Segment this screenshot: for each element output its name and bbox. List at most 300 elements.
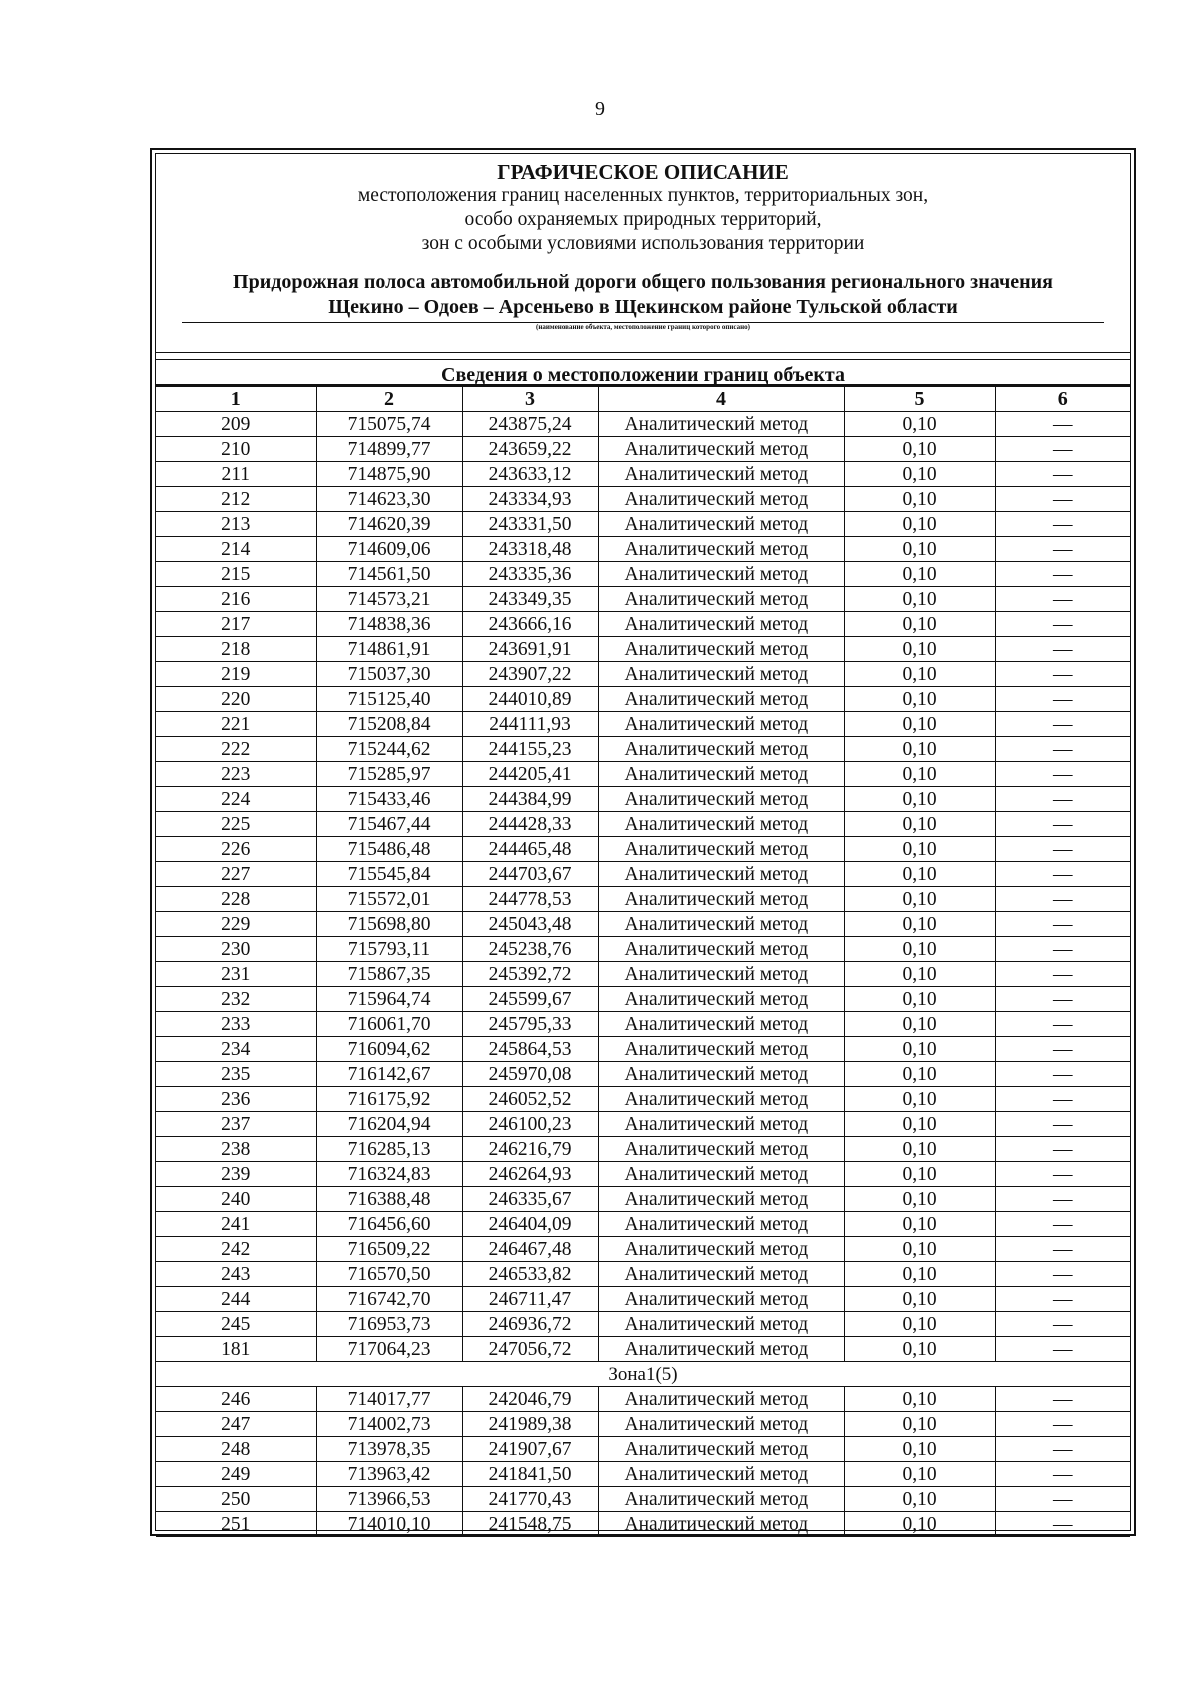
cell-y-coordinate: 245795,33	[462, 1012, 598, 1037]
cell-accuracy: 0,10	[844, 1387, 995, 1412]
subtitle-line: зон с особыми условиями использования территории	[421, 233, 865, 254]
cell-method: Аналитический метод	[598, 1287, 844, 1312]
table-row	[156, 1312, 1130, 1337]
cell-accuracy: 0,10	[844, 887, 995, 912]
table-row	[156, 862, 1130, 887]
cell-x-coordinate: 715433,46	[316, 787, 462, 812]
cell-x-coordinate: 715545,84	[316, 862, 462, 887]
cell-method: Аналитический метод	[598, 662, 844, 687]
header-block	[156, 154, 1130, 353]
object-name-caption: (наименование объекта, местоположение границ которого описано)	[536, 323, 750, 331]
table-row	[156, 587, 1130, 612]
cell-x-coordinate: 713978,35	[316, 1437, 462, 1462]
cell-method: Аналитический метод	[598, 1212, 844, 1237]
cell-method: Аналитический метод	[598, 1312, 844, 1337]
section-title: Сведения о местоположении границ объекта	[156, 359, 1130, 386]
cell-accuracy: 0,10	[844, 562, 995, 587]
cell-note: —	[995, 862, 1130, 887]
cell-point-number: 236	[156, 1087, 316, 1112]
cell-point-number: 242	[156, 1237, 316, 1262]
cell-point-number: 233	[156, 1012, 316, 1037]
column-header: 6	[995, 387, 1130, 412]
cell-accuracy: 0,10	[844, 512, 995, 537]
cell-accuracy: 0,10	[844, 662, 995, 687]
cell-note: —	[995, 812, 1130, 837]
cell-x-coordinate: 715698,80	[316, 912, 462, 937]
cell-x-coordinate: 714899,77	[316, 437, 462, 462]
cell-x-coordinate: 715285,97	[316, 762, 462, 787]
cell-method: Аналитический метод	[598, 1337, 844, 1362]
cell-y-coordinate: 243633,12	[462, 462, 598, 487]
table-row	[156, 1162, 1130, 1187]
column-header: 5	[844, 387, 995, 412]
cell-point-number: 215	[156, 562, 316, 587]
cell-y-coordinate: 245864,53	[462, 1037, 598, 1062]
cell-point-number: 230	[156, 937, 316, 962]
cell-method: Аналитический метод	[598, 1012, 844, 1037]
cell-y-coordinate: 243691,91	[462, 637, 598, 662]
cell-y-coordinate: 243349,35	[462, 587, 598, 612]
cell-method: Аналитический метод	[598, 962, 844, 987]
cell-note: —	[995, 1237, 1130, 1262]
cell-x-coordinate: 714609,06	[316, 537, 462, 562]
document-title: ГРАФИЧЕСКОЕ ОПИСАНИЕ	[497, 160, 789, 184]
cell-accuracy: 0,10	[844, 1037, 995, 1062]
cell-method: Аналитический метод	[598, 1162, 844, 1187]
cell-y-coordinate: 245599,67	[462, 987, 598, 1012]
cell-y-coordinate: 241907,67	[462, 1437, 598, 1462]
cell-note: —	[995, 637, 1130, 662]
cell-y-coordinate: 244155,23	[462, 737, 598, 762]
cell-x-coordinate: 716061,70	[316, 1012, 462, 1037]
cell-point-number: 217	[156, 612, 316, 637]
cell-y-coordinate: 241989,38	[462, 1412, 598, 1437]
cell-x-coordinate: 716953,73	[316, 1312, 462, 1337]
table-row	[156, 1137, 1130, 1162]
cell-x-coordinate: 716142,67	[316, 1062, 462, 1087]
cell-accuracy: 0,10	[844, 1462, 995, 1487]
object-name-line: Щекино – Одоев – Арсеньево в Щекинском районе Тульской области	[328, 296, 958, 318]
cell-accuracy: 0,10	[844, 1237, 995, 1262]
cell-method: Аналитический метод	[598, 937, 844, 962]
cell-accuracy: 0,10	[844, 987, 995, 1012]
cell-method: Аналитический метод	[598, 1387, 844, 1412]
cell-note: —	[995, 562, 1130, 587]
column-header: 3	[462, 387, 598, 412]
cell-accuracy: 0,10	[844, 1137, 995, 1162]
cell-x-coordinate: 716456,60	[316, 1212, 462, 1237]
table-row	[156, 737, 1130, 762]
table-row	[156, 437, 1130, 462]
cell-note: —	[995, 1412, 1130, 1437]
cell-note: —	[995, 1112, 1130, 1137]
cell-method: Аналитический метод	[598, 712, 844, 737]
object-name	[156, 270, 1130, 320]
cell-method: Аналитический метод	[598, 1462, 844, 1487]
cell-x-coordinate: 715964,74	[316, 987, 462, 1012]
cell-point-number: 246	[156, 1387, 316, 1412]
cell-y-coordinate: 244703,67	[462, 862, 598, 887]
cell-point-number: 244	[156, 1287, 316, 1312]
cell-note: —	[995, 1137, 1130, 1162]
table-row	[156, 1112, 1130, 1137]
cell-note: —	[995, 1487, 1130, 1512]
table-row	[156, 962, 1130, 987]
cell-method: Аналитический метод	[598, 812, 844, 837]
subtitle-line: местоположения границ населенных пунктов, территориальных зон,	[357, 185, 929, 206]
cell-y-coordinate: 245238,76	[462, 937, 598, 962]
cell-point-number: 232	[156, 987, 316, 1012]
table-row	[156, 787, 1130, 812]
table-row	[156, 1337, 1130, 1362]
cell-y-coordinate: 244778,53	[462, 887, 598, 912]
cell-x-coordinate: 713963,42	[316, 1462, 462, 1487]
cell-y-coordinate: 243659,22	[462, 437, 598, 462]
cell-note: —	[995, 587, 1130, 612]
cell-note: —	[995, 1012, 1130, 1037]
cell-method: Аналитический метод	[598, 1062, 844, 1087]
cell-accuracy: 0,10	[844, 712, 995, 737]
cell-point-number: 211	[156, 462, 316, 487]
cell-x-coordinate: 715867,35	[316, 962, 462, 987]
cell-note: —	[995, 1212, 1130, 1237]
table-header-row	[156, 387, 1130, 412]
cell-x-coordinate: 715793,11	[316, 937, 462, 962]
cell-note: —	[995, 1337, 1130, 1362]
cell-accuracy: 0,10	[844, 962, 995, 987]
cell-note: —	[995, 1062, 1130, 1087]
cell-note: —	[995, 1262, 1130, 1287]
cell-method: Аналитический метод	[598, 1412, 844, 1437]
cell-y-coordinate: 246264,93	[462, 1162, 598, 1187]
cell-point-number: 251	[156, 1512, 316, 1537]
cell-accuracy: 0,10	[844, 837, 995, 862]
cell-y-coordinate: 246936,72	[462, 1312, 598, 1337]
cell-point-number: 214	[156, 537, 316, 562]
cell-y-coordinate: 243331,50	[462, 512, 598, 537]
cell-accuracy: 0,10	[844, 537, 995, 562]
cell-point-number: 228	[156, 887, 316, 912]
table-row	[156, 637, 1130, 662]
column-header: 1	[156, 387, 316, 412]
table-row	[156, 687, 1130, 712]
cell-method: Аналитический метод	[598, 837, 844, 862]
cell-note: —	[995, 887, 1130, 912]
table-row	[156, 1187, 1130, 1212]
cell-point-number: 240	[156, 1187, 316, 1212]
cell-method: Аналитический метод	[598, 1112, 844, 1137]
cell-point-number: 219	[156, 662, 316, 687]
subtitle-line: особо охраняемых природных территорий,	[464, 209, 822, 230]
cell-x-coordinate: 716094,62	[316, 1037, 462, 1062]
cell-note: —	[995, 437, 1130, 462]
cell-x-coordinate: 716204,94	[316, 1112, 462, 1137]
cell-point-number: 239	[156, 1162, 316, 1187]
cell-accuracy: 0,10	[844, 1087, 995, 1112]
cell-point-number: 226	[156, 837, 316, 862]
cell-accuracy: 0,10	[844, 937, 995, 962]
cell-y-coordinate: 246100,23	[462, 1112, 598, 1137]
cell-y-coordinate: 244384,99	[462, 787, 598, 812]
cell-point-number: 220	[156, 687, 316, 712]
table-row	[156, 987, 1130, 1012]
cell-point-number: 210	[156, 437, 316, 462]
cell-accuracy: 0,10	[844, 1262, 995, 1287]
cell-method: Аналитический метод	[598, 987, 844, 1012]
cell-y-coordinate: 243666,16	[462, 612, 598, 637]
cell-note: —	[995, 412, 1130, 437]
coordinates-table	[156, 386, 1130, 1537]
column-header: 4	[598, 387, 844, 412]
cell-method: Аналитический метод	[598, 762, 844, 787]
table-row	[156, 1412, 1130, 1437]
cell-y-coordinate: 241841,50	[462, 1462, 598, 1487]
cell-note: —	[995, 662, 1130, 687]
cell-point-number: 209	[156, 412, 316, 437]
cell-y-coordinate: 244428,33	[462, 812, 598, 837]
table-row	[156, 462, 1130, 487]
cell-point-number: 224	[156, 787, 316, 812]
cell-method: Аналитический метод	[598, 737, 844, 762]
cell-x-coordinate: 714002,73	[316, 1412, 462, 1437]
cell-accuracy: 0,10	[844, 1487, 995, 1512]
cell-method: Аналитический метод	[598, 1262, 844, 1287]
cell-note: —	[995, 462, 1130, 487]
cell-accuracy: 0,10	[844, 687, 995, 712]
cell-accuracy: 0,10	[844, 737, 995, 762]
cell-y-coordinate: 244465,48	[462, 837, 598, 862]
document-inner-frame	[155, 153, 1131, 1535]
cell-x-coordinate: 715125,40	[316, 687, 462, 712]
cell-x-coordinate: 714861,91	[316, 637, 462, 662]
cell-x-coordinate: 714017,77	[316, 1387, 462, 1412]
cell-y-coordinate: 245970,08	[462, 1062, 598, 1087]
table-body	[156, 412, 1130, 1537]
cell-point-number: 241	[156, 1212, 316, 1237]
cell-note: —	[995, 512, 1130, 537]
table-row	[156, 712, 1130, 737]
table-row	[156, 537, 1130, 562]
cell-x-coordinate: 716324,83	[316, 1162, 462, 1187]
cell-point-number: 238	[156, 1137, 316, 1162]
cell-method: Аналитический метод	[598, 912, 844, 937]
cell-y-coordinate: 246052,52	[462, 1087, 598, 1112]
table-row	[156, 1237, 1130, 1262]
cell-accuracy: 0,10	[844, 787, 995, 812]
cell-point-number: 229	[156, 912, 316, 937]
cell-accuracy: 0,10	[844, 637, 995, 662]
cell-point-number: 225	[156, 812, 316, 837]
cell-accuracy: 0,10	[844, 912, 995, 937]
cell-point-number: 218	[156, 637, 316, 662]
table-row	[156, 562, 1130, 587]
table-row	[156, 1212, 1130, 1237]
cell-y-coordinate: 245043,48	[462, 912, 598, 937]
cell-method: Аналитический метод	[598, 1137, 844, 1162]
cell-method: Аналитический метод	[598, 637, 844, 662]
cell-method: Аналитический метод	[598, 1037, 844, 1062]
cell-accuracy: 0,10	[844, 487, 995, 512]
cell-x-coordinate: 716285,13	[316, 1137, 462, 1162]
cell-y-coordinate: 243318,48	[462, 537, 598, 562]
cell-method: Аналитический метод	[598, 1087, 844, 1112]
cell-note: —	[995, 787, 1130, 812]
cell-method: Аналитический метод	[598, 512, 844, 537]
cell-x-coordinate: 714838,36	[316, 612, 462, 637]
cell-method: Аналитический метод	[598, 1487, 844, 1512]
table-row	[156, 1487, 1130, 1512]
cell-x-coordinate: 715244,62	[316, 737, 462, 762]
cell-method: Аналитический метод	[598, 787, 844, 812]
cell-accuracy: 0,10	[844, 1212, 995, 1237]
cell-accuracy: 0,10	[844, 1062, 995, 1087]
table-row	[156, 912, 1130, 937]
cell-note: —	[995, 737, 1130, 762]
cell-x-coordinate: 715208,84	[316, 712, 462, 737]
cell-accuracy: 0,10	[844, 1287, 995, 1312]
cell-accuracy: 0,10	[844, 412, 995, 437]
cell-point-number: 235	[156, 1062, 316, 1087]
cell-x-coordinate: 714875,90	[316, 462, 462, 487]
cell-x-coordinate: 713966,53	[316, 1487, 462, 1512]
table-row	[156, 1437, 1130, 1462]
table-row	[156, 612, 1130, 637]
cell-point-number: 212	[156, 487, 316, 512]
cell-accuracy: 0,10	[844, 1312, 995, 1337]
table-row	[156, 762, 1130, 787]
cell-note: —	[995, 937, 1130, 962]
cell-x-coordinate: 716175,92	[316, 1087, 462, 1112]
cell-x-coordinate: 715037,30	[316, 662, 462, 687]
cell-y-coordinate: 243335,36	[462, 562, 598, 587]
cell-point-number: 250	[156, 1487, 316, 1512]
table-row	[156, 1262, 1130, 1287]
cell-x-coordinate: 714573,21	[316, 587, 462, 612]
cell-method: Аналитический метод	[598, 537, 844, 562]
cell-method: Аналитический метод	[598, 412, 844, 437]
cell-y-coordinate: 246533,82	[462, 1262, 598, 1287]
cell-accuracy: 0,10	[844, 762, 995, 787]
cell-y-coordinate: 243907,22	[462, 662, 598, 687]
cell-method: Аналитический метод	[598, 1237, 844, 1262]
cell-note: —	[995, 1387, 1130, 1412]
cell-point-number: 223	[156, 762, 316, 787]
cell-method: Аналитический метод	[598, 1512, 844, 1537]
cell-note: —	[995, 612, 1130, 637]
cell-x-coordinate: 716509,22	[316, 1237, 462, 1262]
cell-x-coordinate: 714623,30	[316, 487, 462, 512]
cell-x-coordinate: 715486,48	[316, 837, 462, 862]
table-row	[156, 1387, 1130, 1412]
cell-y-coordinate: 244010,89	[462, 687, 598, 712]
cell-point-number: 247	[156, 1412, 316, 1437]
cell-accuracy: 0,10	[844, 612, 995, 637]
object-name-line: Придорожная полоса автомобильной дороги общего пользования регионального значения	[233, 271, 1053, 293]
cell-y-coordinate: 246216,79	[462, 1137, 598, 1162]
zone-row	[156, 1362, 1130, 1387]
cell-accuracy: 0,10	[844, 437, 995, 462]
cell-x-coordinate: 714561,50	[316, 562, 462, 587]
cell-x-coordinate: 715572,01	[316, 887, 462, 912]
cell-accuracy: 0,10	[844, 1012, 995, 1037]
table-row	[156, 1287, 1130, 1312]
table-row	[156, 512, 1130, 537]
cell-point-number: 243	[156, 1262, 316, 1287]
cell-point-number: 248	[156, 1437, 316, 1462]
cell-point-number: 237	[156, 1112, 316, 1137]
cell-accuracy: 0,10	[844, 1337, 995, 1362]
cell-y-coordinate: 243334,93	[462, 487, 598, 512]
cell-note: —	[995, 912, 1130, 937]
cell-note: —	[995, 712, 1130, 737]
cell-y-coordinate: 241548,75	[462, 1512, 598, 1537]
cell-accuracy: 0,10	[844, 587, 995, 612]
cell-note: —	[995, 1287, 1130, 1312]
cell-x-coordinate: 715075,74	[316, 412, 462, 437]
cell-accuracy: 0,10	[844, 1162, 995, 1187]
table-row	[156, 662, 1130, 687]
cell-point-number: 231	[156, 962, 316, 987]
cell-method: Аналитический метод	[598, 887, 844, 912]
table-row	[156, 1087, 1130, 1112]
page-number: 9	[595, 98, 605, 120]
cell-accuracy: 0,10	[844, 862, 995, 887]
table-row	[156, 812, 1130, 837]
cell-method: Аналитический метод	[598, 462, 844, 487]
cell-y-coordinate: 246335,67	[462, 1187, 598, 1212]
cell-method: Аналитический метод	[598, 587, 844, 612]
cell-y-coordinate: 246467,48	[462, 1237, 598, 1262]
cell-y-coordinate: 244205,41	[462, 762, 598, 787]
table-row	[156, 1512, 1130, 1537]
cell-point-number: 234	[156, 1037, 316, 1062]
cell-accuracy: 0,10	[844, 812, 995, 837]
cell-point-number: 213	[156, 512, 316, 537]
cell-note: —	[995, 1187, 1130, 1212]
cell-note: —	[995, 1437, 1130, 1462]
cell-method: Аналитический метод	[598, 862, 844, 887]
cell-note: —	[995, 987, 1130, 1012]
cell-accuracy: 0,10	[844, 1437, 995, 1462]
cell-x-coordinate: 714620,39	[316, 512, 462, 537]
cell-x-coordinate: 716742,70	[316, 1287, 462, 1312]
cell-method: Аналитический метод	[598, 437, 844, 462]
cell-method: Аналитический метод	[598, 1437, 844, 1462]
table-row	[156, 412, 1130, 437]
cell-note: —	[995, 487, 1130, 512]
table-row	[156, 1037, 1130, 1062]
cell-note: —	[995, 1312, 1130, 1337]
cell-y-coordinate: 246404,09	[462, 1212, 598, 1237]
cell-point-number: 222	[156, 737, 316, 762]
cell-y-coordinate: 244111,93	[462, 712, 598, 737]
cell-method: Аналитический метод	[598, 687, 844, 712]
cell-point-number: 221	[156, 712, 316, 737]
cell-accuracy: 0,10	[844, 1512, 995, 1537]
cell-note: —	[995, 837, 1130, 862]
table-row	[156, 1062, 1130, 1087]
column-header: 2	[316, 387, 462, 412]
cell-y-coordinate: 242046,79	[462, 1387, 598, 1412]
cell-x-coordinate: 716570,50	[316, 1262, 462, 1287]
cell-note: —	[995, 1512, 1130, 1537]
table-row	[156, 1012, 1130, 1037]
cell-y-coordinate: 245392,72	[462, 962, 598, 987]
table-row	[156, 837, 1130, 862]
table-row	[156, 487, 1130, 512]
cell-y-coordinate: 247056,72	[462, 1337, 598, 1362]
table-row	[156, 1462, 1130, 1487]
